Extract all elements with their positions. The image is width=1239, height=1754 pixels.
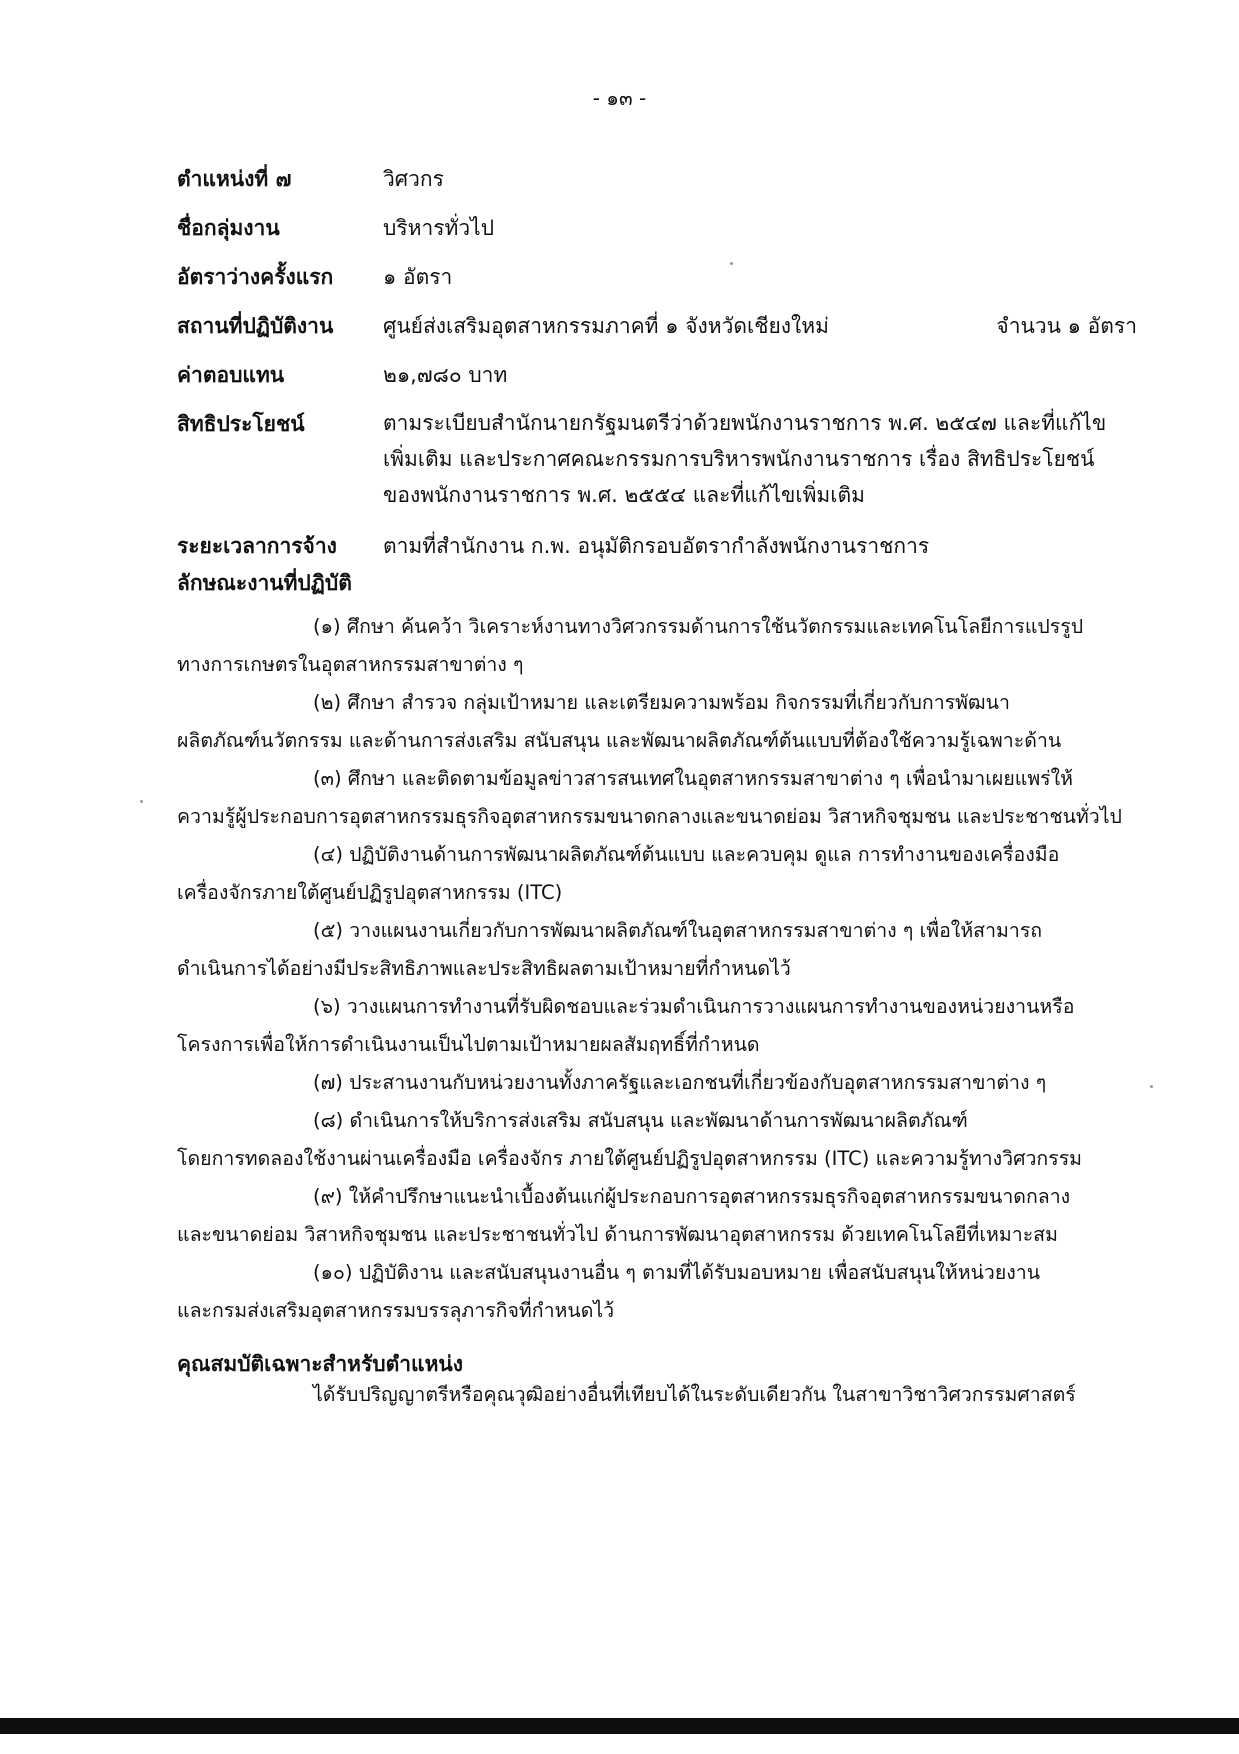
benefits-line: เพิ่มเติม และประกาศคณะกรรมการบริหารพนักงานราชการ เรื่อง สิทธิประโยชน์: [383, 447, 1095, 471]
scan-speck: [1150, 1085, 1153, 1088]
field-value: ศูนย์ส่งเสริมอุตสาหกรรมภาคที่ ๑ จังหวัดเชียงใหม่: [383, 314, 829, 338]
duty-item: [177, 1254, 1129, 1330]
field-label: สถานที่ปฏิบัติงาน: [177, 314, 334, 338]
duty-line: (๗) ประสานงานกับหน่วยงานทั้งภาครัฐและเอกชนที่เกี่ยวข้องกับอุตสาหกรรมสาขาต่าง ๆ: [313, 1071, 1047, 1094]
field-label: ค่าตอบแทน: [177, 363, 285, 387]
field-workplace: [177, 307, 1137, 356]
duty-item: [177, 836, 1129, 912]
duty-line: (๑๐) ปฏิบัติงาน และสนับสนุนงานอื่น ๆ ตามที่ได้รับมอบหมาย เพื่อสนับสนุนให้หน่วยงาน: [313, 1261, 1041, 1284]
duty-line: และขนาดย่อม วิสาหกิจชุมชน และประชาชนทั่วไป ด้านการพัฒนาอุตสาหกรรม ด้วยเทคโนโลยีที่เหมาะสม: [177, 1223, 1058, 1246]
duty-line: ผลิตภัณฑ์นวัตกรรม และด้านการส่งเสริม สนับสนุน และพัฒนาผลิตภัณฑ์ต้นแบบที่ต้องใช้ความรู้เฉพาะด้าน: [177, 729, 1062, 752]
field-vacancy: [177, 258, 1137, 307]
field-label: ระยะเวลาการจ้าง: [177, 534, 337, 558]
field-work-group: [177, 209, 1137, 258]
scan-speck: [730, 262, 733, 265]
duty-line: (๑) ศึกษา ค้นคว้า วิเคราะห์งานทางวิศวกรรมด้านการใช้นวัตกรรมและเทคโนโลยีการแปรรูป: [313, 615, 1084, 638]
field-value: ๑ อัตรา: [383, 265, 453, 289]
duty-line: (๒) ศึกษา สำรวจ กลุ่มเป้าหมาย และเตรียมความพร้อม กิจกรรมที่เกี่ยวกับการพัฒนา: [313, 691, 1010, 714]
position-fields: [177, 160, 1137, 576]
field-compensation: [177, 356, 1137, 405]
duties-heading: ลักษณะงานที่ปฏิบัติ: [177, 571, 352, 595]
duty-line: (๔) ปฏิบัติงานด้านการพัฒนาผลิตภัณฑ์ต้นแบบ และควบคุม ดูแล การทำงานของเครื่องมือ: [313, 843, 1060, 866]
page-number: - ๑๓ -: [592, 86, 647, 110]
duty-line: (๘) ดำเนินการให้บริการส่งเสริม สนับสนุน และพัฒนาด้านการพัฒนาผลิตภัณฑ์: [313, 1109, 968, 1132]
duty-item: [177, 608, 1129, 684]
scan-edge-bar: [0, 1718, 1239, 1734]
field-count: จำนวน ๑ อัตรา: [996, 314, 1137, 338]
duty-item: [177, 760, 1129, 836]
duty-item: [177, 1102, 1129, 1178]
scan-speck: [140, 800, 143, 803]
duty-line: ความรู้ผู้ประกอบการอุตสาหกรรมธุรกิจอุตสาหกรรมขนาดกลางและขนาดย่อม วิสาหกิจชุมชน และประชาชนทั่วไป: [177, 805, 1122, 828]
field-label: ชื่อกลุ่มงาน: [177, 216, 280, 240]
field-label: ตำแหน่งที่ ๗: [177, 167, 292, 191]
duty-line: โดยการทดลองใช้งานผ่านเครื่องมือ เครื่องจักร ภายใต้ศูนย์ปฏิรูปอุตสาหกรรม (ITC) และความรู้ทางวิศวกรรม: [177, 1147, 1083, 1170]
field-label: อัตราว่างครั้งแรก: [177, 265, 334, 289]
duty-item: [177, 1064, 1129, 1102]
duties-list: [177, 608, 1129, 1330]
duty-line: (๙) ให้คำปรึกษาแนะนำเบื้องต้นแก่ผู้ประกอบการอุตสาหกรรมธุรกิจอุตสาหกรรมขนาดกลาง: [313, 1185, 1071, 1208]
duty-item: [177, 684, 1129, 760]
field-benefits: [177, 405, 1137, 527]
duty-line: และกรมส่งเสริมอุตสาหกรรมบรรลุภารกิจที่กำหนดไว้: [177, 1299, 615, 1322]
duty-item: [177, 1178, 1129, 1254]
duty-line: เครื่องจักรภายใต้ศูนย์ปฏิรูปอุตสาหกรรม (ITC): [177, 881, 563, 904]
field-value: ๒๑,๗๘๐ บาท: [383, 363, 508, 387]
qualification-heading: คุณสมบัติเฉพาะสำหรับตำแหน่ง: [177, 1352, 464, 1376]
duty-item: [177, 988, 1129, 1064]
field-value: ตามที่สำนักงาน ก.พ. อนุมัติกรอบอัตรากำลังพนักงานราชการ: [383, 534, 930, 558]
benefits-line: ตามระเบียบสำนักนายกรัฐมนตรีว่าด้วยพนักงานราชการ พ.ศ. ๒๕๔๗ และที่แก้ไข: [383, 411, 1107, 435]
benefits-line: ของพนักงานราชการ พ.ศ. ๒๕๕๔ และที่แก้ไขเพิ่มเติม: [383, 483, 865, 507]
field-position: [177, 160, 1137, 209]
qualification-text: ได้รับปริญญาตรีหรือคุณวุฒิอย่างอื่นที่เทียบได้ในระดับเดียวกัน ในสาขาวิชาวิศวกรรมศาสตร์: [313, 1383, 1076, 1406]
duty-line: โครงการเพื่อให้การดำเนินงานเป็นไปตามเป้าหมายผลสัมฤทธิ์ที่กำหนด: [177, 1033, 760, 1056]
duty-line: ดำเนินการได้อย่างมีประสิทธิภาพและประสิทธิผลตามเป้าหมายที่กำหนดไว้: [177, 957, 791, 980]
field-value: บริหารทั่วไป: [383, 216, 495, 240]
field-label: สิทธิประโยชน์: [177, 412, 305, 436]
duty-item: [177, 912, 1129, 988]
duty-line: (๖) วางแผนการทำงานที่รับผิดชอบและร่วมดำเนินการวางแผนการทำงานของหน่วยงานหรือ: [313, 995, 1075, 1018]
field-value: วิศวกร: [383, 167, 444, 191]
duty-line: ทางการเกษตรในอุตสาหกรรมสาขาต่าง ๆ: [177, 653, 524, 676]
duty-line: (๓) ศึกษา และติดตามข้อมูลข่าวสารสนเทศในอุตสาหกรรมสาขาต่าง ๆ เพื่อนำมาเผยแพร่ให้: [313, 767, 1074, 790]
duty-line: (๕) วางแผนงานเกี่ยวกับการพัฒนาผลิตภัณฑ์ในอุตสาหกรรมสาขาต่าง ๆ เพื่อให้สามารถ: [313, 919, 1043, 942]
field-value: [383, 405, 1137, 513]
